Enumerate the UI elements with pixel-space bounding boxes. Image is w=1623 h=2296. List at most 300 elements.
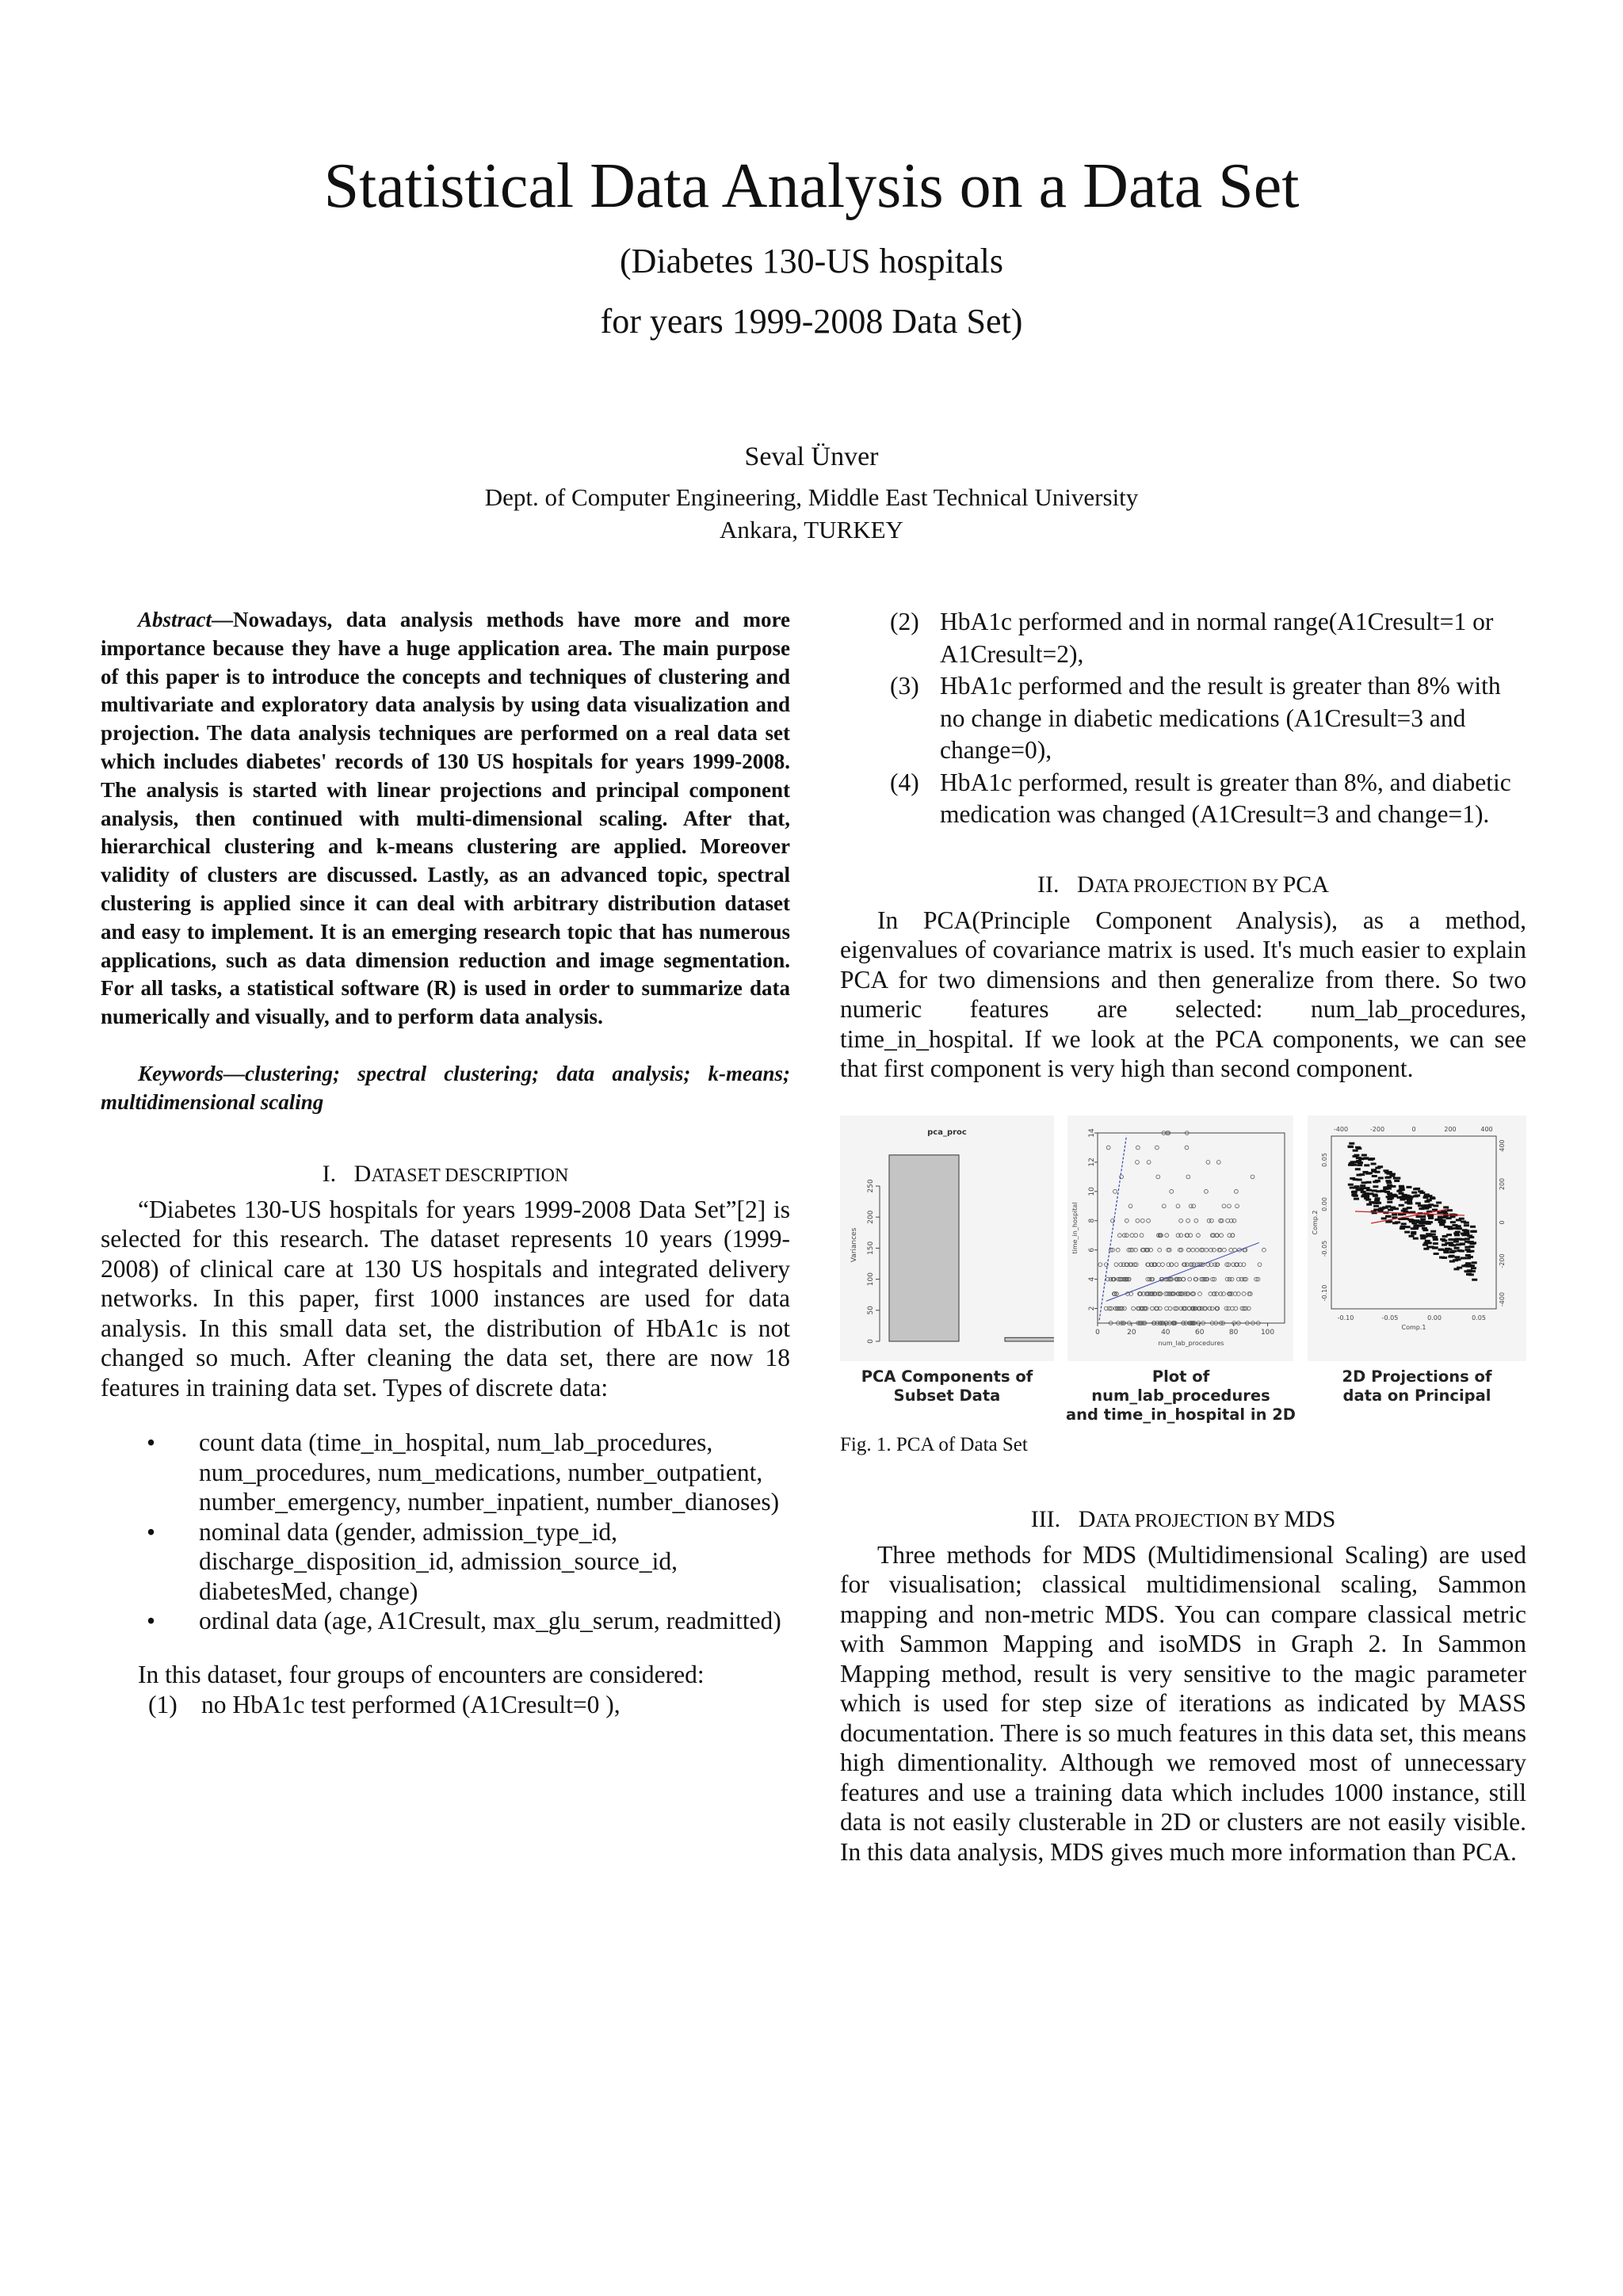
data-point xyxy=(1373,1185,1378,1188)
data-point xyxy=(1210,1219,1214,1222)
data-point xyxy=(1188,1277,1192,1281)
section3-paragraph: Three methods for MDS (Multidimensional Scaling) are used for visualisation; classical multidimensional scaling, Sammon mapping and non-metric MDS. You can compare classical metric with Sammon Mapping and isoMDS in Graph 2. In Sammon Mapping method, result is very sensitive to the magic parameter which is used for step size of iterations as indicated by MASS documentation. There is so much features in this data set, this means high dimentionality. Although we removed most of unnecessary features and use a training data which includes 1000 instance, still data is not easily clusterable in 2D or clusters are not easily visible. In this data analysis, MDS gives much more information than PCA. xyxy=(840,1540,1526,1866)
section2-paragraph: In PCA(Principle Component Analysis), as a method, eigenvalues of covariance matrix is used. It's much easier to explain PCA for two dimensions and then generalize from there. So two numeric features are selected: num_lab_procedures, time_in_hospital. If we look at the PCA components, we can see that first component is very high than second component. xyxy=(840,906,1526,1082)
data-point xyxy=(1258,1262,1262,1266)
data-point xyxy=(1155,1146,1159,1150)
list-item-text: ordinal data (age, A1Cresult, max_glu_serum, readmitted) xyxy=(199,1607,781,1635)
y-tick-label: -0.10 xyxy=(1321,1284,1328,1301)
y-tick-label: 12 xyxy=(1088,1157,1096,1167)
figure1-label: Fig. 1. PCA of Data Set xyxy=(840,1433,1028,1455)
section2-title-rest: ATA PROJECTION BY xyxy=(1094,875,1283,897)
caption-line: and time_in_hospital in 2D xyxy=(1066,1405,1296,1424)
section3-numeral: III. xyxy=(1030,1505,1061,1532)
data-point xyxy=(1364,1197,1369,1199)
figure1-caption-b xyxy=(1062,1367,1300,1425)
data-point xyxy=(1438,1248,1444,1250)
data-point xyxy=(1392,1222,1398,1224)
figure1-caption-a xyxy=(840,1367,1054,1405)
data-point xyxy=(1386,1215,1392,1217)
list-item xyxy=(840,606,1526,670)
data-point xyxy=(1174,1262,1178,1266)
data-point xyxy=(1136,1146,1140,1150)
data-point xyxy=(1186,1174,1190,1178)
data-point xyxy=(1450,1221,1456,1223)
pca-variance-bar-chart xyxy=(840,1116,1054,1361)
data-point xyxy=(1165,1306,1169,1310)
data-point xyxy=(1471,1267,1476,1269)
data-point xyxy=(1407,1207,1412,1209)
x-tick-label: 20 xyxy=(1127,1328,1136,1337)
data-point xyxy=(1399,1192,1404,1194)
data-point xyxy=(1470,1225,1476,1227)
data-point xyxy=(1464,1224,1469,1226)
data-point xyxy=(1428,1217,1434,1219)
data-point xyxy=(1441,1220,1446,1222)
data-point xyxy=(1387,1192,1392,1195)
data-point xyxy=(1373,1204,1379,1207)
bullet-icon: • xyxy=(147,1428,156,1457)
data-point xyxy=(1365,1187,1370,1189)
data-point xyxy=(1419,1224,1425,1226)
data-point xyxy=(1361,1190,1366,1192)
data-point xyxy=(1381,1217,1387,1219)
data-point xyxy=(1428,1203,1434,1206)
data-point xyxy=(1125,1219,1128,1222)
data-point xyxy=(1176,1203,1180,1207)
data-point xyxy=(1234,1306,1238,1310)
x-tick-label: 60 xyxy=(1195,1328,1205,1337)
y-tick-label: 14 xyxy=(1088,1127,1096,1138)
data-point xyxy=(1165,1233,1169,1237)
chart-title: pca_proc xyxy=(927,1127,967,1137)
data-point xyxy=(1140,1219,1144,1222)
y-tick-label: 0.00 xyxy=(1321,1196,1328,1211)
x-tick-label: -0.05 xyxy=(1381,1314,1399,1322)
y-tick-label: 150 xyxy=(867,1241,875,1255)
data-point xyxy=(1360,1184,1365,1187)
data-point xyxy=(1454,1256,1460,1258)
x-tick-label: 100 xyxy=(1260,1328,1275,1337)
data-point xyxy=(1462,1229,1468,1231)
author-name: Seval Ünver xyxy=(744,442,879,471)
data-point xyxy=(1411,1191,1417,1193)
data-point xyxy=(1394,1179,1400,1181)
data-point xyxy=(1158,1248,1162,1252)
data-point xyxy=(1222,1203,1226,1207)
data-point xyxy=(1219,1291,1223,1295)
section1-title-rest: ATASET DESCRIPTION xyxy=(371,1165,569,1186)
y-axis-label: Variances xyxy=(850,1227,858,1262)
data-point xyxy=(1433,1242,1438,1245)
data-point xyxy=(1373,1180,1378,1183)
data-point xyxy=(1136,1219,1140,1222)
data-point xyxy=(1235,1203,1239,1207)
data-point xyxy=(1440,1238,1445,1240)
section1-heading xyxy=(101,1158,790,1192)
data-point xyxy=(1437,1218,1442,1220)
y-tick-label: 100 xyxy=(867,1272,875,1286)
data-point xyxy=(1439,1222,1445,1225)
figure1-panel-a xyxy=(840,1116,1054,1361)
caption-line: Plot of num_lab_procedures xyxy=(1091,1367,1270,1405)
data-point xyxy=(1393,1177,1399,1179)
data-point xyxy=(1387,1197,1392,1199)
x-tick-label: 0.00 xyxy=(1427,1314,1442,1322)
data-point xyxy=(1465,1257,1471,1259)
data-point xyxy=(1136,1160,1140,1164)
data-point xyxy=(1229,1248,1233,1252)
section3-title-acronym: MDS xyxy=(1284,1505,1336,1532)
y-tick-label: 8 xyxy=(1088,1218,1096,1223)
data-point xyxy=(1374,1199,1380,1201)
data-point xyxy=(1457,1227,1462,1230)
list-item-text: count data (time_in_hospital, num_lab_procedures, num_procedures, num_medications, number_outpatient, number_emergency, number_inpatient, number_dianoses) xyxy=(199,1428,780,1516)
data-point xyxy=(1450,1215,1456,1218)
data-point xyxy=(1351,1191,1357,1193)
y-axis-label: time_in_hospital xyxy=(1071,1201,1079,1254)
data-point xyxy=(1366,1203,1372,1205)
data-point xyxy=(1364,1164,1369,1166)
section1-paragraph1: “Diabetes 130-US hospitals for years 1999-2008 Data Set”[2] is selected for this research. The dataset represents 10 years (1999-2008) of clinical care at 130 US hospitals and integrated delivery networks. In this paper, first 1000 instances are used for data analysis. In this small data set, the distribution of HbA1c is not changed so much. After cleaning the data set, there are now 18 features in training data set. Types of discrete data: xyxy=(101,1195,790,1402)
data-point xyxy=(1358,1161,1363,1164)
data-point xyxy=(1390,1184,1396,1187)
data-point xyxy=(1433,1238,1438,1240)
data-point xyxy=(1423,1195,1429,1197)
data-point xyxy=(1442,1256,1447,1258)
data-point xyxy=(1179,1219,1183,1222)
data-point xyxy=(1385,1180,1391,1182)
data-point xyxy=(1425,1200,1430,1203)
y-right-tick-label: 400 xyxy=(1499,1138,1506,1152)
data-point xyxy=(1230,1306,1234,1310)
data-point xyxy=(1420,1237,1426,1239)
data-point xyxy=(1106,1146,1110,1150)
section3-title-initial: D xyxy=(1078,1505,1096,1532)
caption-line: PCA Components of xyxy=(861,1367,1033,1386)
list-item xyxy=(840,767,1526,831)
data-point xyxy=(1460,1242,1465,1245)
x-top-tick-label: 400 xyxy=(1480,1125,1493,1133)
data-point xyxy=(1415,1202,1421,1204)
data-point xyxy=(1423,1229,1428,1231)
data-point xyxy=(1407,1202,1412,1204)
data-point xyxy=(1375,1166,1381,1169)
data-point xyxy=(1404,1197,1410,1199)
data-point xyxy=(1446,1248,1452,1250)
keywords: Keywords—clustering; spectral clustering; data analysis; k-means; multidimensional scaling xyxy=(101,1061,790,1114)
data-point xyxy=(1116,1248,1120,1252)
section1-numeral: I. xyxy=(322,1160,337,1187)
y-axis-label: Comp.2 xyxy=(1312,1210,1319,1234)
affiliation-line2: Ankara, TURKEY xyxy=(720,516,903,543)
data-point xyxy=(1355,1146,1361,1148)
data-point xyxy=(1130,1233,1134,1237)
data-point xyxy=(1352,1193,1358,1196)
data-point xyxy=(1357,1178,1362,1180)
data-point xyxy=(1444,1225,1449,1227)
y-tick-label: 200 xyxy=(867,1210,875,1224)
section2-heading xyxy=(840,869,1526,902)
data-point xyxy=(1442,1234,1448,1237)
data-point xyxy=(1117,1233,1121,1237)
list-item xyxy=(840,670,1526,767)
data-point xyxy=(1350,1177,1355,1179)
data-point xyxy=(1400,1225,1406,1227)
lab-procedures-scatter-plot xyxy=(1067,1116,1293,1361)
y-tick-label: 0 xyxy=(867,1338,875,1344)
caption-line: Subset Data xyxy=(893,1386,1001,1405)
data-point xyxy=(1407,1199,1412,1202)
data-point xyxy=(1399,1186,1404,1188)
data-point xyxy=(1430,1230,1436,1232)
figure1-caption-c xyxy=(1308,1367,1526,1405)
data-point xyxy=(1186,1219,1190,1222)
right-column xyxy=(840,606,1526,1867)
y-tick-label: 10 xyxy=(1088,1186,1096,1196)
data-point xyxy=(1185,1146,1189,1150)
y-right-tick-label: 0 xyxy=(1499,1219,1506,1225)
data-point xyxy=(1168,1306,1172,1310)
x-top-tick-label: 0 xyxy=(1411,1125,1416,1133)
left-column xyxy=(101,606,790,1722)
data-point xyxy=(1428,1215,1434,1217)
data-point xyxy=(1443,1206,1449,1208)
y-right-tick-label: -200 xyxy=(1499,1253,1506,1268)
data-point xyxy=(1357,1164,1362,1166)
data-point xyxy=(1406,1185,1411,1188)
list-item-text: HbA1c performed, result is greater than 8%, and diabetic medication was changed (A1Cresult=3 and change=1). xyxy=(940,768,1511,828)
data-point xyxy=(1220,1233,1224,1237)
data-point xyxy=(1385,1186,1391,1188)
groups-list-right xyxy=(840,606,1526,831)
data-point xyxy=(1369,1158,1375,1160)
data-point xyxy=(1348,1183,1354,1185)
data-point xyxy=(1359,1157,1365,1159)
x-axis-label: num_lab_procedures xyxy=(1158,1339,1224,1347)
abstract-text: —Nowadays, data analysis methods have more and more importance because they have a huge application area. The main purpose of this paper is to introduce the concepts and techniques of clustering and multivariate and exploratory data analysis by using data visualization and projection. The data analysis techniques are performed on a real data set which includes diabetes' records of 130 US hospitals for years 1999-2008. The analysis is started with linear projections and principal component analysis, then continued with multi-dimensional scaling. After that, hierarchical clustering and k-means clustering are applied. Moreover validity of clusters are discussed. Lastly, as an advanced topic, spectral clustering is applied since it can deal with arbitrary distribution dataset and easy to implement. It is an emerging research topic that has numerous applications, such as data dimension reduction and image segmentation. For all tasks, a statistical software (R) is used in order to summarize data numerically and visually, and to perform data analysis. xyxy=(101,608,790,1029)
data-point xyxy=(1466,1270,1472,1272)
list-item-number: (1) xyxy=(148,1691,178,1719)
y-tick-label: 4 xyxy=(1088,1276,1096,1281)
data-point xyxy=(1113,1189,1117,1193)
data-point xyxy=(1350,1161,1356,1163)
data-point xyxy=(1161,1262,1165,1266)
data-point xyxy=(1376,1190,1381,1192)
data-point xyxy=(1426,1241,1432,1244)
data-point xyxy=(1114,1262,1118,1266)
data-point xyxy=(1465,1249,1470,1251)
data-point xyxy=(1162,1203,1166,1207)
data-point xyxy=(1354,1154,1359,1156)
figure1-panel-c xyxy=(1308,1116,1526,1361)
data-point xyxy=(1385,1205,1391,1207)
data-point xyxy=(1465,1253,1471,1256)
data-point xyxy=(1373,1194,1378,1196)
y-right-tick-label: -400 xyxy=(1499,1291,1506,1306)
data-point xyxy=(1147,1160,1151,1164)
data-point xyxy=(1359,1187,1365,1189)
list-item xyxy=(101,1428,790,1517)
data-point xyxy=(1194,1219,1198,1222)
list-item xyxy=(101,1517,790,1607)
data-point xyxy=(1392,1194,1397,1196)
data-point xyxy=(1192,1203,1196,1207)
data-point xyxy=(1262,1248,1266,1252)
data-point xyxy=(1375,1197,1381,1199)
data-point xyxy=(1470,1230,1476,1232)
data-point xyxy=(1442,1243,1447,1245)
data-point xyxy=(1453,1232,1459,1234)
data-point xyxy=(1378,1207,1384,1210)
data-point xyxy=(1222,1248,1226,1252)
data-point xyxy=(1411,1230,1416,1233)
data-point xyxy=(1418,1190,1423,1192)
data-point xyxy=(1420,1218,1426,1220)
data-point xyxy=(1465,1262,1471,1264)
data-point xyxy=(1456,1258,1461,1261)
data-point xyxy=(1416,1215,1422,1218)
x-tick-label: 80 xyxy=(1228,1328,1239,1337)
data-point xyxy=(1454,1238,1460,1240)
data-point xyxy=(1251,1174,1254,1178)
data-point xyxy=(1450,1244,1456,1246)
data-point xyxy=(1388,1208,1393,1211)
x-tick-label: 40 xyxy=(1161,1328,1170,1337)
data-point xyxy=(1197,1233,1201,1237)
affiliation-line1: Dept. of Computer Engineering, Middle East Technical University xyxy=(484,483,1139,511)
list-item-text: HbA1c performed and the result is greater than 8% with no change in diabetic medications (A1Cresult=3 and change=0), xyxy=(940,672,1501,764)
data-point xyxy=(1128,1203,1132,1207)
data-point xyxy=(1465,1238,1470,1240)
data-point xyxy=(1205,1248,1209,1252)
list-item-text: HbA1c performed and in normal range(A1Cresult=1 or A1Cresult=2), xyxy=(940,608,1494,668)
data-point xyxy=(1392,1213,1397,1215)
data-point xyxy=(1461,1257,1466,1259)
data-point xyxy=(1371,1162,1377,1165)
data-point xyxy=(1205,1189,1209,1193)
list-item-number: (3) xyxy=(890,672,919,700)
data-point xyxy=(1348,1163,1354,1165)
bar xyxy=(1005,1337,1054,1341)
data-point xyxy=(1361,1181,1367,1184)
data-point xyxy=(1371,1169,1377,1171)
data-point xyxy=(1226,1219,1230,1222)
data-point xyxy=(1210,1306,1214,1310)
data-point xyxy=(1373,1201,1378,1203)
data-point xyxy=(1436,1201,1442,1203)
data-point xyxy=(1354,1197,1359,1199)
section2-title-acronym: PCA xyxy=(1282,871,1329,898)
data-point xyxy=(1179,1233,1183,1237)
data-point xyxy=(1449,1260,1455,1262)
y-tick-label: 50 xyxy=(867,1305,875,1315)
caption-line: data on Principal xyxy=(1342,1386,1491,1405)
data-point xyxy=(1413,1226,1419,1228)
data-point xyxy=(1350,1186,1355,1188)
data-point xyxy=(1372,1174,1377,1177)
bullet-icon: • xyxy=(147,1607,156,1635)
y-tick-label: 6 xyxy=(1088,1247,1096,1253)
list-item xyxy=(101,1689,790,1722)
data-point xyxy=(1424,1220,1430,1222)
section3-title-rest: ATA PROJECTION BY xyxy=(1095,1510,1285,1531)
abstract-lead: Abstract xyxy=(138,608,212,631)
data-point xyxy=(1098,1262,1102,1266)
data-point xyxy=(1465,1245,1470,1248)
x-top-tick-label: -400 xyxy=(1333,1125,1349,1133)
data-point xyxy=(1187,1248,1191,1252)
data-point xyxy=(1361,1154,1367,1156)
figure1-captions xyxy=(840,1367,1526,1424)
data-point xyxy=(1415,1187,1420,1189)
data-point xyxy=(1443,1251,1449,1253)
data-point xyxy=(1461,1220,1466,1222)
paper-title: Statistical Data Analysis on a Data Set xyxy=(323,151,1300,221)
list-item-text: nominal data (gender, admission_type_id, discharge_disposition_id, admission_source_id, diabetesMed, change) xyxy=(199,1517,678,1605)
list-item-number: (4) xyxy=(890,768,919,796)
data-point xyxy=(1396,1189,1402,1192)
data-point xyxy=(1151,1306,1155,1310)
x-top-tick-label: -200 xyxy=(1369,1125,1385,1133)
y-tick-label: 250 xyxy=(867,1178,875,1193)
data-point xyxy=(1195,1248,1199,1252)
data-point xyxy=(1457,1266,1462,1268)
section2-title-initial: D xyxy=(1077,871,1094,898)
data-point xyxy=(1413,1237,1419,1239)
data-point xyxy=(1423,1207,1429,1209)
data-point xyxy=(1386,1172,1392,1174)
data-point xyxy=(1452,1223,1457,1226)
data-point xyxy=(1125,1233,1128,1237)
data-point xyxy=(1398,1213,1403,1215)
data-point xyxy=(1366,1180,1372,1183)
section3-heading xyxy=(840,1504,1526,1537)
paper-subtitle-line2: for years 1999-2008 Data Set) xyxy=(600,302,1023,341)
data-point xyxy=(1404,1230,1410,1233)
data-point xyxy=(1228,1277,1232,1281)
data-point xyxy=(1423,1247,1429,1249)
x-tick-label: 0.05 xyxy=(1472,1314,1486,1322)
y-tick-label: -0.05 xyxy=(1321,1240,1328,1257)
data-point xyxy=(1198,1291,1202,1295)
list-item-text: no HbA1c test performed (A1Cresult=0 ), xyxy=(201,1691,621,1719)
data-point xyxy=(1409,1234,1415,1237)
data-point xyxy=(1140,1233,1144,1237)
abstract xyxy=(101,606,790,1032)
data-point xyxy=(1147,1219,1151,1222)
data-point xyxy=(1433,1246,1438,1249)
data-point xyxy=(1430,1196,1435,1199)
data-point xyxy=(1434,1252,1439,1254)
data-point xyxy=(1387,1200,1392,1203)
data-point xyxy=(1365,1172,1371,1174)
data-point xyxy=(1347,1145,1353,1147)
data-point xyxy=(1216,1160,1220,1164)
data-point xyxy=(1401,1209,1407,1211)
data-point xyxy=(1426,1233,1431,1235)
data-point xyxy=(1191,1248,1195,1252)
data-point xyxy=(1420,1234,1426,1237)
data-point xyxy=(1134,1233,1138,1237)
data-point xyxy=(1448,1255,1453,1257)
x-axis-label: Comp.1 xyxy=(1401,1323,1426,1331)
data-point xyxy=(1353,1149,1358,1151)
data-point xyxy=(1206,1160,1210,1164)
paper-subtitle-line1: (Diabetes 130-US hospitals xyxy=(620,242,1003,280)
data-point xyxy=(1457,1249,1462,1252)
data-point xyxy=(1156,1174,1160,1178)
x-tick-label: 0 xyxy=(1095,1328,1100,1337)
